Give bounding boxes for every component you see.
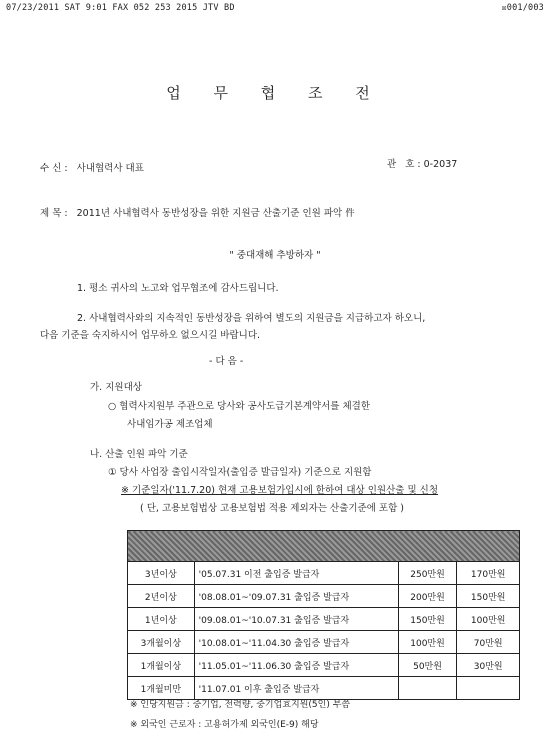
paragraph-2-line-2: 다음 기준을 숙지하시어 업무하오 없으시길 바랍니다. xyxy=(40,330,261,341)
tenure-cell: 3개월이상 xyxy=(128,631,195,654)
paragraph-1: 1. 평소 귀사의 노고와 업무협조에 감사드립니다. xyxy=(77,283,279,294)
table-row xyxy=(128,654,520,677)
amount-a-cell: 50만원 xyxy=(398,654,457,677)
footnote-2: ※ 외국인 근로자 : 고용허가제 외국인(E-9) 해당 xyxy=(130,720,319,730)
amount-a-cell: 150만원 xyxy=(398,608,457,631)
table-header-row xyxy=(128,531,520,562)
recipient-value: 사내협력사 대표 xyxy=(76,163,144,174)
doc-number-value: 호 : 0-2037 xyxy=(405,159,458,170)
document-number xyxy=(387,156,457,170)
section-b-line-3: ( 단, 고용보험법상 고용보험법 적용 제외자는 산출기준에 포함 ) xyxy=(140,503,405,514)
section-a-heading: 가. 지원대상 xyxy=(90,382,142,393)
footnote-1: ※ 인당지원금 : 중기업, 전력량, 중기업효지원(5인) 부쯤 xyxy=(130,700,351,710)
table-row xyxy=(128,562,520,585)
fax-transmission-line: 07/23/2011 SAT 9:01 FAX 052 253 2015 JTV BD xyxy=(6,3,235,13)
amount-a-cell: 200만원 xyxy=(398,585,457,608)
support-amount-table xyxy=(127,530,520,700)
period-cell: '08.08.01~'09.07.31 출입증 발급자 xyxy=(194,585,398,608)
section-b-line-1: ① 당사 사업장 출입시작일자(출입증 발급일자) 기준으로 지원함 xyxy=(108,467,372,478)
amount-a-cell: 100만원 xyxy=(398,631,457,654)
amount-a-cell: 250만원 xyxy=(398,562,457,585)
table-row xyxy=(128,585,520,608)
subject-value: 2011년 사내협력사 동반성장을 위한 지원금 산출기준 인원 파악 件 xyxy=(76,208,355,219)
recipient-label: 수 신 : xyxy=(40,163,68,174)
period-cell: '05.07.31 이전 출입증 발급자 xyxy=(194,562,398,585)
subject-label: 제 목 : xyxy=(40,208,68,219)
section-a-line-2: 사내임가공 제조업체 xyxy=(127,419,213,430)
tenure-cell: 1년이상 xyxy=(128,608,195,631)
amount-b-cell: 170만원 xyxy=(457,562,520,585)
recipient-line xyxy=(40,160,144,174)
amount-b-cell: 100만원 xyxy=(457,608,520,631)
table-header-cell xyxy=(128,531,520,562)
table-row xyxy=(128,631,520,654)
doc-number-label: 관 xyxy=(387,159,397,170)
amount-b-cell: 150만원 xyxy=(457,585,520,608)
section-a-line-1: ○ 협력사지원부 주관으로 당사와 공사도급기본계약서를 체결한 xyxy=(108,401,370,412)
period-cell: '11.07.01 이후 출입증 발급자 xyxy=(194,677,398,700)
tenure-cell: 3년이상 xyxy=(128,562,195,585)
tenure-cell: 1개월이상 xyxy=(128,654,195,677)
period-cell: '10.08.01~'11.04.30 출입증 발급자 xyxy=(194,631,398,654)
amount-a-cell xyxy=(398,677,457,700)
fax-page-counter: ☒001/003 xyxy=(501,3,544,13)
document-title: 업 무 협 조 전 xyxy=(166,84,384,102)
section-b-line-2: ※ 기준일자('11.7.20) 현재 고용보험가입시에 한하여 대상 인원산출 및 신청 xyxy=(121,485,439,496)
amount-b-cell: 70만원 xyxy=(457,631,520,654)
safety-slogan: " 중대재해 추방하자 " xyxy=(229,250,321,261)
amount-b-cell: 30만원 xyxy=(457,654,520,677)
tenure-cell: 2년이상 xyxy=(128,585,195,608)
da-eum-heading: - 다 음 - xyxy=(209,356,244,367)
period-cell: '09.08.01~'10.07.31 출입증 발급자 xyxy=(194,608,398,631)
table-row xyxy=(128,608,520,631)
subject-line xyxy=(40,205,355,219)
period-cell: '11.05.01~'11.06.30 출입증 발급자 xyxy=(194,654,398,677)
section-b-heading: 나. 산출 인원 파악 기준 xyxy=(90,449,188,460)
amount-b-cell xyxy=(457,677,520,700)
tenure-cell: 1개월미만 xyxy=(128,677,195,700)
paragraph-2-line-1: 2. 사내협력사와의 지속적인 동반성장을 위하여 별도의 지원금을 지급하고자 하오니, xyxy=(77,313,426,324)
